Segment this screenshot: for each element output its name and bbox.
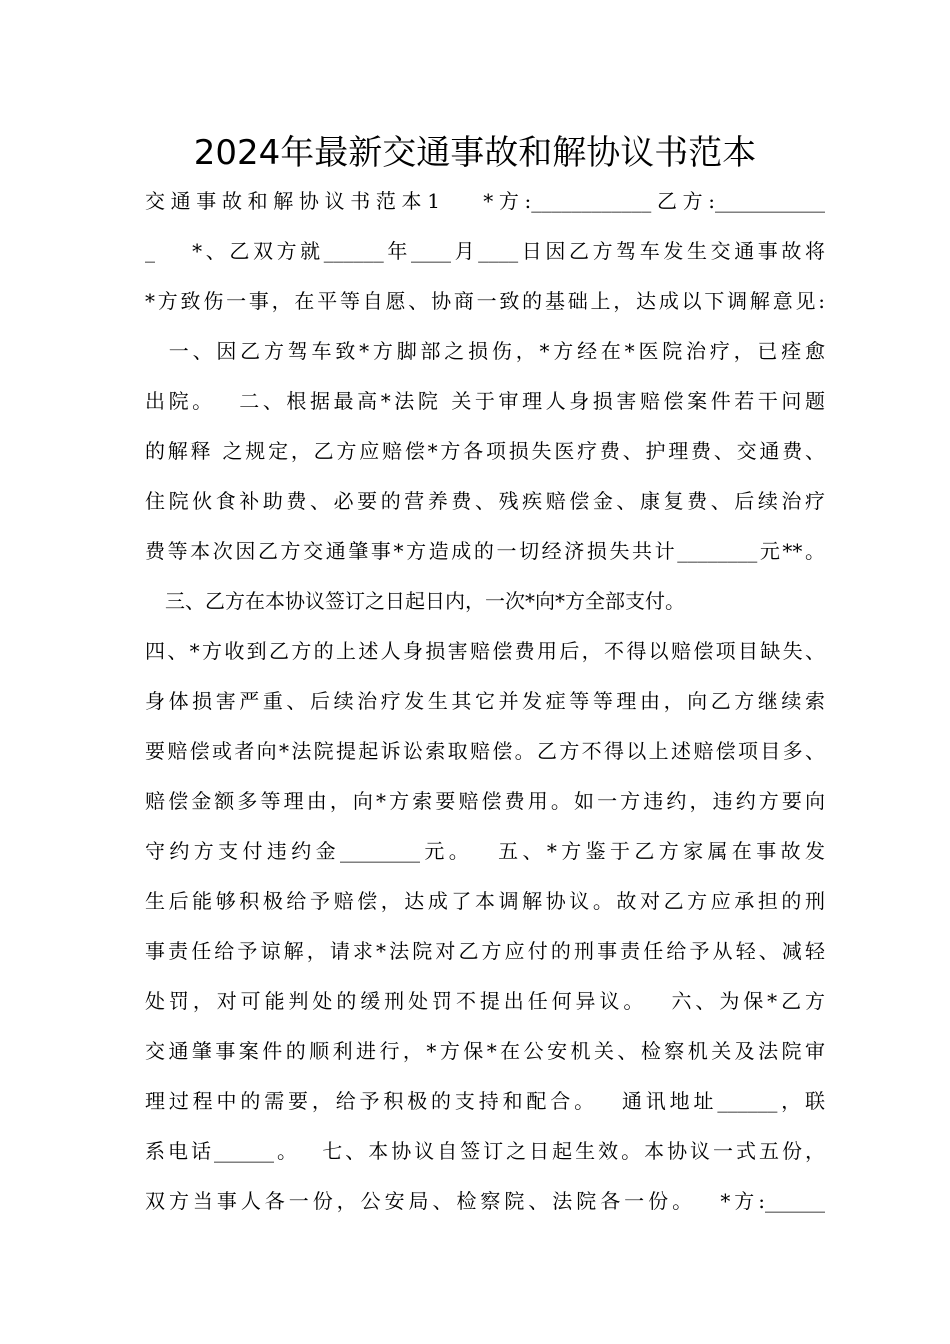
body-line: 交通事故和解协议书范本1 *方:____________乙方:___________: [145, 189, 825, 213]
body-line: 系电话______。 七、本协议自签订之日起生效。本协议一式五份，: [145, 1139, 825, 1163]
document-title: 2024年最新交通事故和解协议书范本: [193, 133, 757, 173]
body-line: 守约方支付违约金________元。 五、*方鉴于乙方家属在事故发: [145, 839, 825, 863]
body-line: _ *、乙双方就______年____月____日因乙方驾车发生交通事故将: [145, 239, 825, 263]
body-line: 事责任给予谅解，请求*法院对乙方应付的刑事责任给予从轻、减轻: [145, 939, 825, 963]
body-line: 一、因乙方驾车致*方脚部之损伤，*方经在*医院治疗，已痊愈: [145, 339, 825, 363]
body-line: 的解释 之规定，乙方应赔偿*方各项损失医疗费、护理费、交通费、: [145, 439, 825, 463]
body-line: 身体损害严重、后续治疗发生其它并发症等等理由，向乙方继续索: [145, 689, 825, 713]
body-line: 处罚，对可能判处的缓刑处罚不提出任何异议。 六、为保*乙方: [145, 989, 825, 1013]
body-line: 要赔偿或者向*法院提起诉讼索取赔偿。乙方不得以上述赔偿项目多、: [145, 739, 825, 763]
body-line: 双方当事人各一份，公安局、检察院、法院各一份。 *方:______: [145, 1189, 825, 1213]
body-line: 出院。 二、根据最高*法院 关于审理人身损害赔偿案件若干问题: [145, 389, 825, 413]
body-line: 三、乙方在本协议签订之日起日内，一次*向*方全部支付。: [145, 589, 685, 613]
body-line: 四、*方收到乙方的上述人身损害赔偿费用后，不得以赔偿项目缺失、: [145, 639, 825, 663]
body-line: 住院伙食补助费、必要的营养费、残疾赔偿金、康复费、后续治疗: [145, 489, 825, 513]
body-line: 交通肇事案件的顺利进行，*方保*在公安机关、检察机关及法院审: [145, 1039, 825, 1063]
body-line: 费等本次因乙方交通肇事*方造成的一切经济损失共计________元**。: [145, 539, 825, 563]
body-line: 赔偿金额多等理由，向*方索要赔偿费用。如一方违约，违约方要向: [145, 789, 825, 813]
body-line: 理过程中的需要，给予积极的支持和配合。 通讯地址______，联: [145, 1089, 825, 1113]
body-line: *方致伤一事，在平等自愿、协商一致的基础上，达成以下调解意见:: [145, 289, 825, 313]
body-line: 生后能够积极给予赔偿，达成了本调解协议。故对乙方应承担的刑: [145, 889, 825, 913]
